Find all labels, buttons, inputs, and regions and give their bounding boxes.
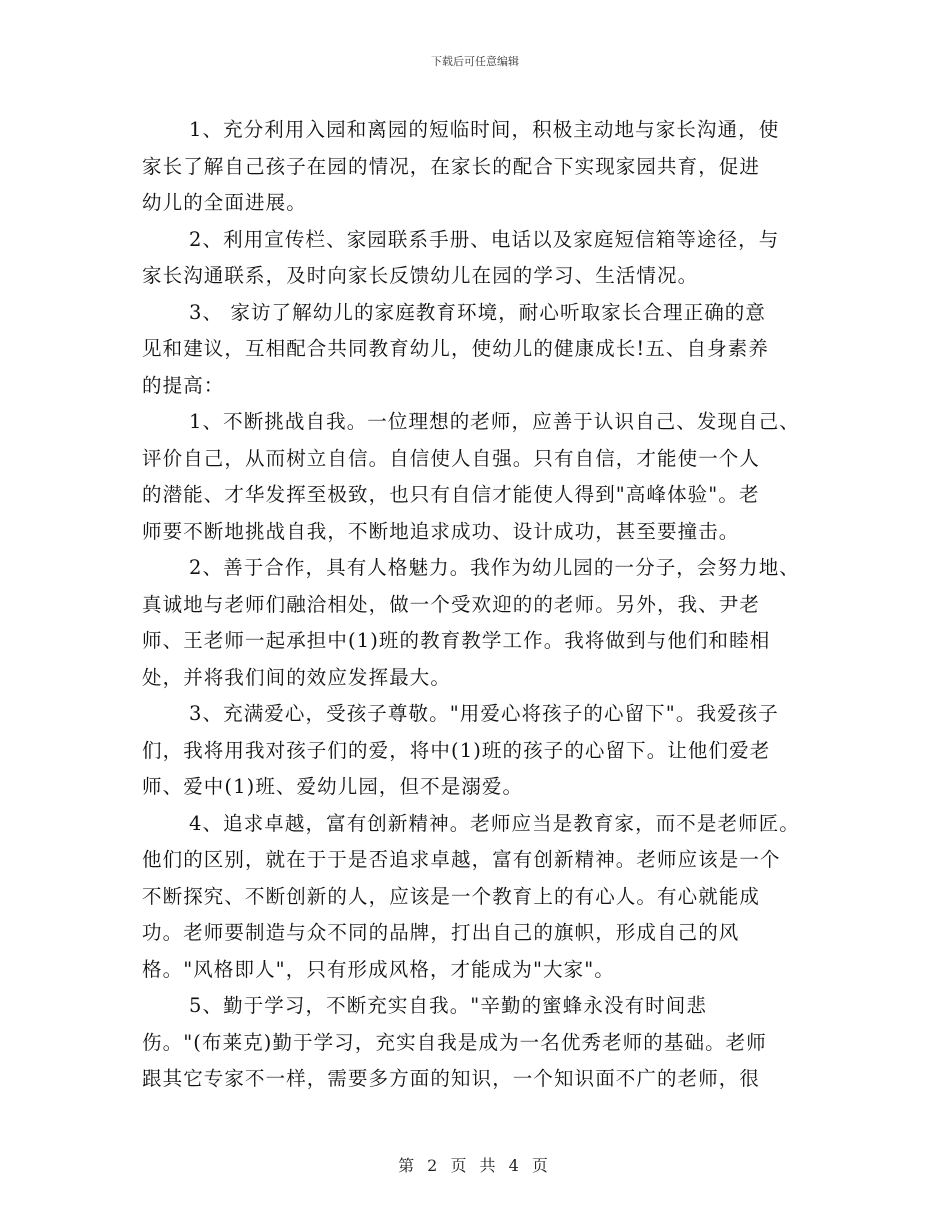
text-line: 跟其它专家不一样，需要多方面的知识，一个知识面不广的老师，很 — [142, 1067, 761, 1090]
text-line: 家长了解自己孩子在园的情况，在家长的配合下实现家园共育，促进 — [142, 154, 761, 178]
text-line: 2、利用宣传栏、家园联系手册、电话以及家庭短信箱等途径，与 — [189, 227, 780, 251]
text-line: 的提高： — [142, 373, 225, 397]
text-line: 1、不断挑战自我。一位理想的老师，应善于认识自己、发现自己、 — [189, 410, 800, 433]
text-line: 不断探究、不断创新的人，应该是一个教育上的有心人。有心就能成 — [142, 884, 761, 908]
text-line: 1、充分利用入园和离园的短临时间，积极主动地与家长沟通，使 — [189, 118, 780, 141]
text-line: 4、追求卓越，富有创新精神。老师应当是教育家，而不是老师匠。 — [189, 811, 800, 835]
text-line: 见和建议，互相配合共同教育幼儿，使幼儿的健康成长!五、自身素养 — [142, 337, 769, 360]
text-line: 评价自己，从而树立自信。自信使人自强。只有自信，才能使一个人 — [142, 446, 761, 470]
text-line: 处，并将我们间的效应发挥最大。 — [142, 665, 452, 689]
text-line: 幼儿的全面进展。 — [142, 191, 307, 214]
text-line: 功。老师要制造与众不同的品牌，打出自己的旗帜，形成自己的风 — [142, 921, 740, 944]
text-line: 2、善于合作，具有人格魅力。我作为幼儿园的一分子，会努力地、 — [189, 556, 800, 579]
text-line: 们，我将用我对孩子们的爱，将中(1)班的孩子的心留下。让他们爱老 — [142, 738, 771, 762]
document-body — [142, 112, 822, 1098]
text-line: 3、 家访了解幼儿的家庭教育环境，耐心听取家长合理正确的意 — [189, 300, 767, 324]
text-line: 家长沟通联系，及时向家长反馈幼儿在园的学习、生活情况。 — [142, 264, 699, 287]
text-line: 师、爱中(1)班、爱幼儿园，但不是溺爱。 — [142, 775, 524, 798]
text-line: 伤。"(布莱克)勤于学习，充实自我是成为一名优秀老师的基础。老师 — [142, 1030, 767, 1054]
text-line: 的潜能、才华发挥至极致，也只有自信才能使人得到"高峰体验"。老 — [142, 483, 760, 506]
page-footer: 第 2 页 共 4 页 — [398, 1156, 552, 1175]
text-line: 师、王老师一起承担中(1)班的教育教学工作。我将做到与他们和睦相 — [142, 629, 771, 652]
text-line: 3、充满爱心，受孩子尊敬。"用爱心将孩子的心留下"。我爱孩子 — [189, 702, 779, 725]
text-line: 师要不断地挑战自我，不断地追求成功、设计成功，甚至要撞击。 — [142, 519, 740, 543]
page-header: 下载后可任意编辑 — [431, 55, 519, 68]
text-line: 真诚地与老师们融洽相处，做一个受欢迎的的老师。另外，我、尹老 — [142, 592, 761, 616]
text-line: 5、勤于学习，不断充实自我。"辛勤的蜜蜂永没有时间悲 — [189, 994, 707, 1017]
text-line: 格。"风格即人"，只有形成风格，才能成为"大家"。 — [142, 957, 615, 981]
text-line: 他们的区别，就在于于是否追求卓越，富有创新精神。老师应该是一个 — [142, 848, 781, 871]
